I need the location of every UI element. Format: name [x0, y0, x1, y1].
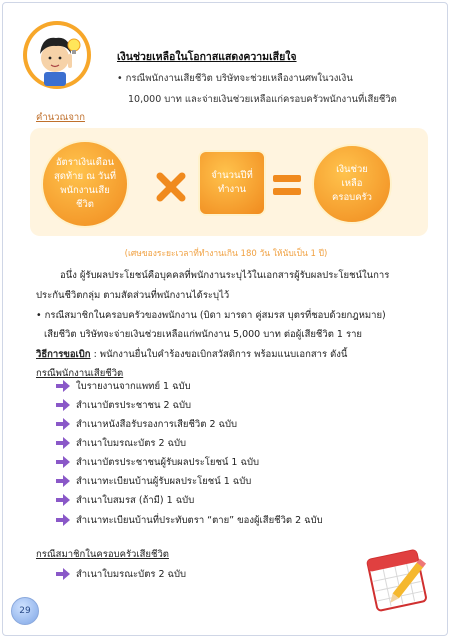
document-label: สำเนาใบมรณะบัตร 2 ฉบับ — [76, 568, 187, 580]
document-list-item — [56, 512, 323, 528]
bullet-arrow-icon — [56, 568, 70, 580]
beneficiary-para-line-1: อนึ่ง ผู้รับผลประโยชน์คือบุคคลที่พนักงานระบุไว้ในเอกสารผู้รับผลประโยชน์ในการ — [60, 270, 390, 281]
document-label: สำเนาบัตรประชาชนผู้รับผลประโยชน์ 1 ฉบับ — [76, 456, 260, 468]
formula-term-years: จำนวนปีที่ทำงาน — [198, 150, 266, 216]
document-label: สำเนาทะเบียนบ้านที่ประทับตรา “ตาย” ของผู้เสียชีวิต 2 ฉบับ — [76, 514, 323, 526]
formula-term-salary: อัตราเงินเดือนสุดท้าย ณ วันที่พนักงานเสียชีวิต — [41, 140, 129, 228]
document-label: สำเนาใบมรณะบัตร 2 ฉบับ — [76, 437, 187, 449]
family-death-line-2: เสียชีวิต บริษัทจะจ่ายเงินช่วยเหลือแก่พนักงาน 5,000 บาท ต่อผู้เสียชีวิต 1 ราย — [44, 329, 362, 340]
bullet-arrow-icon — [56, 380, 70, 392]
document-list-item — [56, 492, 194, 508]
calendar-pencil-icon — [366, 546, 432, 616]
employee-case-label: กรณีพนักงานเสียชีวิต — [36, 368, 124, 379]
bullet-arrow-icon — [56, 399, 70, 411]
bullet-arrow-icon — [56, 475, 70, 487]
page-number: 29 — [11, 597, 39, 625]
intro-line-2: 10,000 บาท และจ่ายเงินช่วยเหลือแก่ครอบครัวพนักงานที่เสียชีวิต — [128, 94, 397, 105]
document-list-item — [56, 435, 186, 451]
bullet-arrow-icon — [56, 418, 70, 430]
mascot-illustration — [22, 20, 92, 90]
document-list-item — [56, 473, 251, 489]
document-label: ใบรายงานจากแพทย์ 1 ฉบับ — [76, 380, 191, 392]
bullet-arrow-icon — [56, 494, 70, 506]
document-label: สำเนาทะเบียนบ้านผู้รับผลประโยชน์ 1 ฉบับ — [76, 475, 252, 487]
section-heading: เงินช่วยเหลือในโอกาสแสดงความเสียใจ — [117, 51, 297, 63]
document-list-item — [56, 416, 237, 432]
document-list-item — [56, 454, 259, 470]
document-list-item — [56, 566, 186, 582]
claim-method-label: วิธีการขอเบิก — [36, 349, 91, 360]
intro-line-1: • กรณีพนักงานเสียชีวิต บริษัทจะช่วยเหลืองานศพในวงเงิน — [117, 73, 353, 84]
beneficiary-para-line-2: ประกันชีวิตกลุ่ม ตามสัดส่วนที่พนักงานได้ระบุไว้ — [36, 290, 230, 301]
formula-result: เงินช่วยเหลือครอบครัว — [312, 144, 392, 224]
calc-from-label: คำนวณจาก — [36, 112, 85, 123]
bullet-arrow-icon — [56, 514, 70, 526]
formula-note: (เศษของระยะเวลาที่ทำงานเกิน 180 วัน ให้นับเป็น 1 ปี) — [124, 249, 328, 259]
document-label: สำเนาหนังสือรับรองการเสียชีวิต 2 ฉบับ — [76, 418, 238, 430]
document-list-item — [56, 397, 191, 413]
family-death-line-1: • กรณีสมาชิกในครอบครัวของพนักงาน (บิดา มารดา คู่สมรส บุตรที่ชอบด้วยกฎหมาย) — [36, 310, 386, 321]
family-case-label: กรณีสมาชิกในครอบครัวเสียชีวิต — [36, 549, 169, 560]
bullet-arrow-icon — [56, 437, 70, 449]
claim-method-text: : พนักงานยื่นใบคำร้องขอเบิกสวัสดิการ พร้อมแนบเอกสาร ดังนี้ — [90, 349, 348, 360]
document-label: สำเนาบัตรประชาชน 2 ฉบับ — [76, 399, 192, 411]
equals-icon — [272, 170, 302, 200]
claim-method — [36, 347, 347, 362]
document-label: สำเนาใบสมรส (ถ้ามี) 1 ฉบับ — [76, 494, 195, 506]
bullet-arrow-icon — [56, 456, 70, 468]
document-list-item — [56, 378, 191, 394]
multiply-icon — [156, 172, 186, 202]
